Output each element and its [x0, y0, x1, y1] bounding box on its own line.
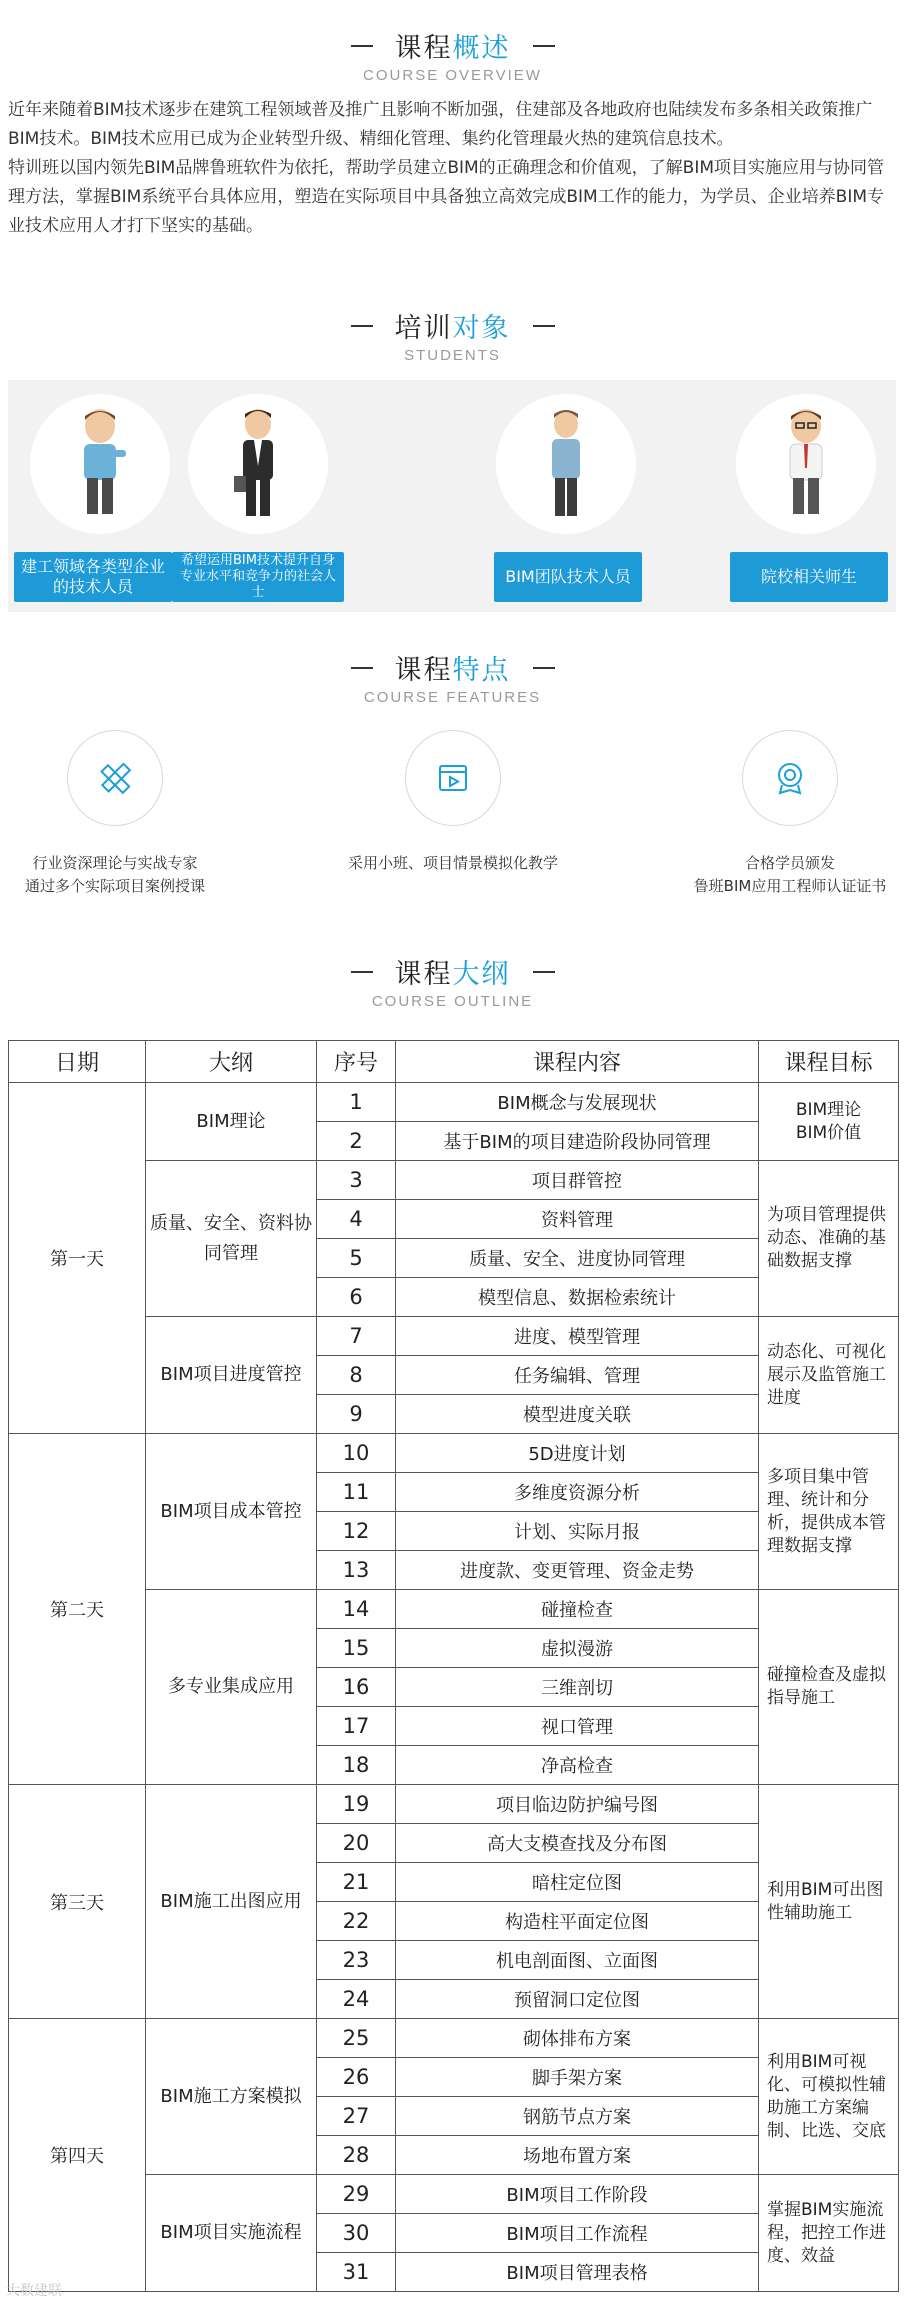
- row-content: 虚拟漫游: [396, 1629, 759, 1668]
- outline-section-title: [0, 952, 905, 1010]
- day-cell: 第二天: [9, 1434, 146, 1785]
- table-row: [9, 1785, 899, 1824]
- feature-text: 行业资深理论与实战专家: [32, 854, 198, 872]
- students-panel: [8, 380, 896, 612]
- row-content: 项目临边防护编号图: [396, 1785, 759, 1824]
- heading-dash-left: [351, 667, 373, 669]
- person-icon: [228, 406, 288, 522]
- video-play-icon: [433, 758, 473, 798]
- row-content: 模型信息、数据检索统计: [396, 1278, 759, 1317]
- row-number: 19: [317, 1785, 396, 1824]
- row-number: 14: [317, 1590, 396, 1629]
- row-number: 21: [317, 1863, 396, 1902]
- header-cell: 课程目标: [759, 1041, 899, 1083]
- overview-text: [8, 96, 900, 241]
- row-content: 资料管理: [396, 1200, 759, 1239]
- row-number: 31: [317, 2253, 396, 2292]
- day-cell: 第一天: [9, 1083, 146, 1434]
- day-cell: 第四天: [9, 2019, 146, 2292]
- student-avatar-bim-team: [496, 394, 636, 534]
- heading-dash-left: [351, 45, 373, 47]
- header-cell: 课程内容: [396, 1041, 759, 1083]
- row-number: 29: [317, 2175, 396, 2214]
- row-content: 高大支模查找及分布图: [396, 1824, 759, 1863]
- overview-paragraph: 近年来随着BIM技术逐步在建筑工程领域普及推广且影响不断加强，住建部及各地政府也陆续发布多条相关政策推广BIM技术。BIM技术应用已成为企业转型升级、精细化管理、集约化管理最火热的建筑信息技术。: [8, 100, 873, 149]
- student-avatar-professional: [188, 394, 328, 534]
- row-number: 30: [317, 2214, 396, 2253]
- row-content: 多维度资源分析: [396, 1473, 759, 1512]
- row-content: 任务编辑、管理: [396, 1356, 759, 1395]
- heading-dash-right: [533, 667, 555, 669]
- outline-heading: [351, 952, 555, 991]
- module-cell: 质量、安全、资料协同管理: [146, 1161, 317, 1317]
- overview-paragraph: 特训班以国内领先BIM品牌鲁班软件为依托，帮助学员建立BIM的正确理念和价值观，了解BIM项目实施应用与协同管理方法，掌握BIM系统平台具体应用，塑造在实际项目中具备独立高效完成BIM工作的能力，为学员、企业培养BIM专业技术应用人才打下坚实的基础。: [8, 158, 885, 236]
- table-row: [9, 2019, 899, 2058]
- person-icon: [70, 406, 130, 522]
- person-icon: [776, 406, 836, 522]
- module-cell: BIM理论: [146, 1083, 317, 1161]
- row-number: 15: [317, 1629, 396, 1668]
- feature-icon-ring: [742, 730, 838, 826]
- heading-dash-right: [533, 971, 555, 973]
- overview-subtitle: COURSE OVERVIEW: [363, 67, 542, 84]
- row-number: 10: [317, 1434, 396, 1473]
- row-content: BIM项目管理表格: [396, 2253, 759, 2292]
- row-content: 三维剖切: [396, 1668, 759, 1707]
- row-number: 1: [317, 1083, 396, 1122]
- row-content: 进度款、变更管理、资金走势: [396, 1551, 759, 1590]
- row-number: 7: [317, 1317, 396, 1356]
- outline-subtitle: COURSE OUTLINE: [371, 993, 534, 1010]
- feature-item: [313, 730, 593, 875]
- row-number: 9: [317, 1395, 396, 1434]
- row-content: 进度、模型管理: [396, 1317, 759, 1356]
- watermark: 大数建联: [6, 2283, 62, 2299]
- row-content: 模型进度关联: [396, 1395, 759, 1434]
- goal-cell: 掌握BIM实施流程，把控工作进度、效益: [759, 2175, 899, 2292]
- row-content: BIM概念与发展现状: [396, 1083, 759, 1122]
- overview-heading: [351, 26, 555, 65]
- row-number: 8: [317, 1356, 396, 1395]
- row-content: 基于BIM的项目建造阶段协同管理: [396, 1122, 759, 1161]
- feature-icon-ring: [405, 730, 501, 826]
- heading-dash-left: [351, 325, 373, 327]
- feature-icon-ring: [67, 730, 163, 826]
- row-content: BIM项目工作流程: [396, 2214, 759, 2253]
- students-section-title: [0, 306, 905, 364]
- row-content: 场地布置方案: [396, 2136, 759, 2175]
- row-number: 16: [317, 1668, 396, 1707]
- feature-item: [0, 730, 255, 898]
- row-number: 12: [317, 1512, 396, 1551]
- outline-title-accent: 大纲: [452, 959, 511, 990]
- module-cell: BIM施工方案模拟: [146, 2019, 317, 2175]
- goal-cell: 碰撞检查及虚拟指导施工: [759, 1590, 899, 1785]
- header-cell: 大纲: [146, 1041, 317, 1083]
- students-subtitle: STUDENTS: [404, 347, 501, 364]
- row-content: BIM项目工作阶段: [396, 2175, 759, 2214]
- outline-title-text: 课程: [394, 959, 453, 990]
- row-number: 25: [317, 2019, 396, 2058]
- module-cell: 多专业集成应用: [146, 1590, 317, 1785]
- heading-dash-right: [533, 325, 555, 327]
- feature-text: 鲁班BIM应用工程师认证证书: [693, 877, 887, 895]
- heading-dash-right: [533, 45, 555, 47]
- goal-cell: BIM理论 BIM价值: [759, 1083, 899, 1161]
- heading-dash-left: [351, 971, 373, 973]
- certificate-badge-icon: [770, 758, 810, 798]
- row-number: 23: [317, 1941, 396, 1980]
- student-avatar-teacher: [736, 394, 876, 534]
- features-heading: [351, 648, 555, 687]
- row-number: 11: [317, 1473, 396, 1512]
- goal-cell: 为项目管理提供动态、准确的基础数据支撑: [759, 1161, 899, 1317]
- row-content: 机电剖面图、立面图: [396, 1941, 759, 1980]
- header-cell: 日期: [9, 1041, 146, 1083]
- row-number: 3: [317, 1161, 396, 1200]
- feature-text: 采用小班、项目情景模拟化教学: [347, 854, 558, 872]
- row-content: 视口管理: [396, 1707, 759, 1746]
- feature-item: [650, 730, 905, 898]
- row-number: 2: [317, 1122, 396, 1161]
- table-row: [9, 1434, 899, 1473]
- student-label: BIM团队技术人员: [494, 552, 642, 602]
- row-number: 28: [317, 2136, 396, 2175]
- features-title-text: 课程: [394, 655, 453, 686]
- row-content: 碰撞检查: [396, 1590, 759, 1629]
- goal-cell: 动态化、可视化展示及监管施工进度: [759, 1317, 899, 1434]
- day-cell: 第三天: [9, 1785, 146, 2019]
- row-content: 构造柱平面定位图: [396, 1902, 759, 1941]
- row-number: 18: [317, 1746, 396, 1785]
- table-header-row: [9, 1041, 899, 1083]
- row-content: 预留洞口定位图: [396, 1980, 759, 2019]
- student-label: 希望运用BIM技术提升自身专业水平和竞争力的社会人士: [172, 552, 344, 602]
- module-cell: BIM项目进度管控: [146, 1317, 317, 1434]
- row-number: 17: [317, 1707, 396, 1746]
- student-avatar-engineer: [30, 394, 170, 534]
- course-outline-table: [8, 1040, 899, 2292]
- row-content: 5D进度计划: [396, 1434, 759, 1473]
- row-content: 暗柱定位图: [396, 1863, 759, 1902]
- students-title-text: 培训: [394, 313, 453, 344]
- row-number: 22: [317, 1902, 396, 1941]
- row-content: 计划、实际月报: [396, 1512, 759, 1551]
- row-number: 20: [317, 1824, 396, 1863]
- students-title-accent: 对象: [452, 313, 511, 344]
- features-title-accent: 特点: [452, 655, 511, 686]
- pencil-ruler-icon: [95, 758, 135, 798]
- students-heading: [351, 306, 555, 345]
- table-row: [9, 1083, 899, 1122]
- header-cell: 序号: [317, 1041, 396, 1083]
- row-content: 钢筋节点方案: [396, 2097, 759, 2136]
- student-label: 院校相关师生: [730, 552, 888, 602]
- row-number: 26: [317, 2058, 396, 2097]
- goal-cell: 利用BIM可出图性辅助施工: [759, 1785, 899, 2019]
- overview-title-accent: 概述: [452, 33, 511, 64]
- row-number: 4: [317, 1200, 396, 1239]
- goal-cell: 多项目集中管理、统计和分析，提供成本管理数据支撑: [759, 1434, 899, 1590]
- row-number: 24: [317, 1980, 396, 2019]
- features-subtitle: COURSE FEATURES: [363, 689, 542, 706]
- row-content: 砌体排布方案: [396, 2019, 759, 2058]
- row-number: 6: [317, 1278, 396, 1317]
- row-content: 净高检查: [396, 1746, 759, 1785]
- module-cell: BIM项目成本管控: [146, 1434, 317, 1590]
- overview-section-title: [0, 26, 905, 84]
- row-content: 脚手架方案: [396, 2058, 759, 2097]
- row-content: 项目群管控: [396, 1161, 759, 1200]
- module-cell: BIM施工出图应用: [146, 1785, 317, 2019]
- row-content: 质量、安全、进度协同管理: [396, 1239, 759, 1278]
- row-number: 27: [317, 2097, 396, 2136]
- feature-text: 通过多个实际项目案例授课: [24, 877, 205, 895]
- overview-title-text: 课程: [394, 33, 453, 64]
- person-icon: [536, 406, 596, 522]
- goal-cell: 利用BIM可视化、可模拟性辅助施工方案编制、比选、交底: [759, 2019, 899, 2175]
- row-number: 13: [317, 1551, 396, 1590]
- row-number: 5: [317, 1239, 396, 1278]
- features-section-title: [0, 648, 905, 706]
- module-cell: BIM项目实施流程: [146, 2175, 317, 2292]
- feature-text: 合格学员颁发: [744, 854, 835, 872]
- student-label: 建工领域各类型企业的技术人员: [14, 552, 172, 602]
